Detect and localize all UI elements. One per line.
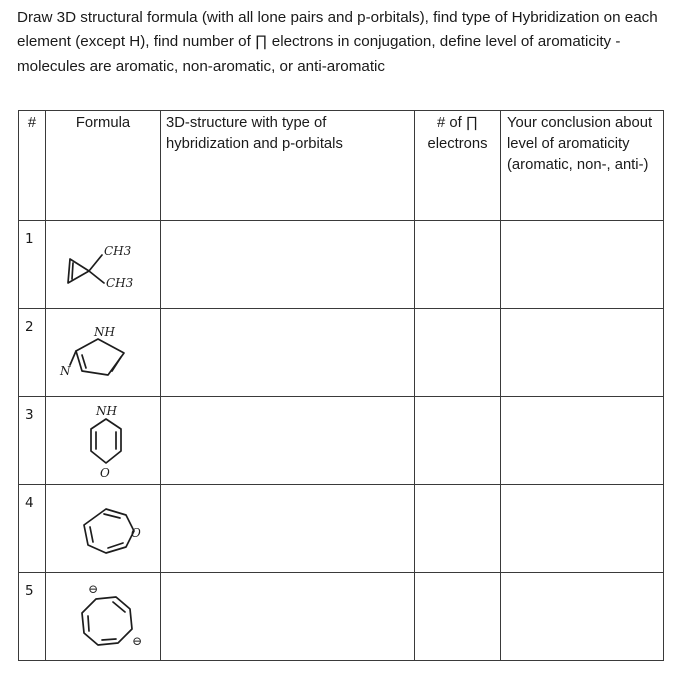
methyl-label-bottom: CH3 [106,276,134,290]
pi-electrons-answer-cell[interactable] [415,573,501,661]
header-num: # [19,111,46,221]
table-row [19,221,664,309]
o-label: O [131,526,141,540]
molecule-5-drawing [46,573,161,661]
row-number: 4 [19,485,46,573]
structure-answer-cell[interactable] [161,309,415,397]
ring-double-bonds [82,355,121,371]
row-number: 2 [19,309,46,397]
conclusion-answer-cell[interactable] [501,573,664,661]
o-label: O [100,466,110,480]
formula-cell [46,485,161,573]
header-conclusion: Your conclusion about level of aromaticity (aromatic, non-, anti-) [501,111,664,221]
molecule-2-drawing [46,309,161,397]
ring-double-bonds [88,602,125,640]
header-3d-structure: 3D-structure with type of hybridization and p-orbitals [161,111,415,221]
methyl-bonds [89,255,104,283]
formula-cell [46,309,161,397]
header-pi-electrons: # of ∏ electrons [415,111,501,221]
table-row [19,309,664,397]
table-row [19,573,664,661]
cyclopropene-ring [68,259,89,283]
row-number: 5 [19,573,46,661]
pi-electrons-answer-cell[interactable] [415,485,501,573]
header-formula: Formula [46,111,161,221]
nh-label: NH [94,325,115,339]
structure-answer-cell[interactable] [161,573,415,661]
ring-double-bond [72,263,73,279]
methyl-label-top: CH3 [104,244,132,258]
formula-cell [46,397,161,485]
conclusion-answer-cell[interactable] [501,221,664,309]
row-number: 1 [19,221,46,309]
molecule-4-drawing [46,485,161,573]
structure-answer-cell[interactable] [161,485,415,573]
conclusion-answer-cell[interactable] [501,397,664,485]
ring-double-bonds [96,432,116,449]
ring-double-bonds [90,514,123,548]
formula-cell [46,221,161,309]
worksheet-table [18,110,664,661]
eight-membered-ring [82,597,132,645]
negative-charge-top: ⊖ [88,582,99,596]
row-number: 3 [19,397,46,485]
instructions-text: Draw 3D structural formula (with all lone pairs and p-orbitals), find type of Hybridization on each element (except H), find number of ∏ electrons in conjugation, define level of aromaticity - molecules are aromatic, non-aromatic, or anti-aromatic [17,9,658,75]
conclusion-answer-cell[interactable] [501,309,664,397]
substituent-bond [70,351,76,365]
table-row [19,485,664,573]
formula-cell [46,573,161,661]
structure-answer-cell[interactable] [161,221,415,309]
pi-electrons-answer-cell[interactable] [415,309,501,397]
nh-label: NH [96,404,117,418]
pi-electrons-answer-cell[interactable] [415,221,501,309]
negative-charge-bottom: ⊖ [132,634,143,648]
molecule-1-drawing [46,221,161,309]
table-header-row [19,111,664,221]
table-row [19,397,664,485]
n-label: N [60,364,71,378]
molecule-3-drawing [46,397,161,485]
pi-electrons-answer-cell[interactable] [415,397,501,485]
conclusion-answer-cell[interactable] [501,485,664,573]
structure-answer-cell[interactable] [161,397,415,485]
